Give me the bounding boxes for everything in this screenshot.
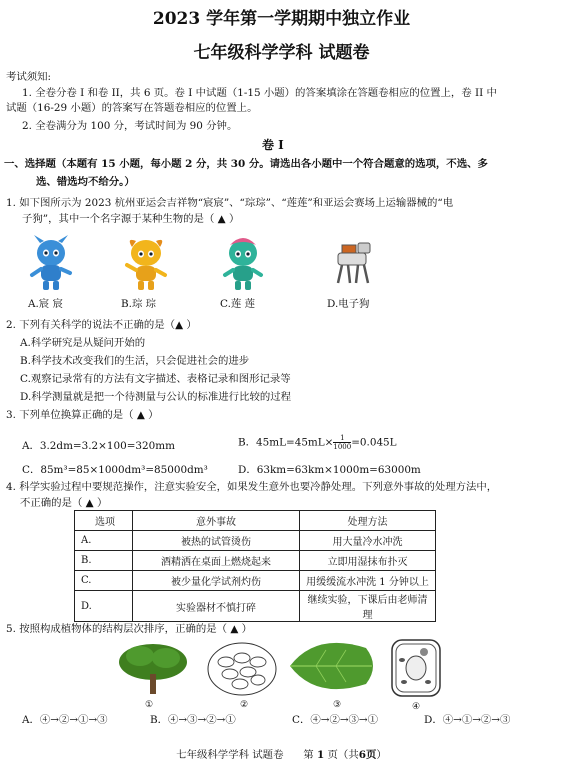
q1-option-a: A.宸 宸 [28,298,63,310]
table-row: D. 实验器材不慎打碎 继续实验，下课后由老师清理 [75,591,436,622]
table-header-option: 选项 [75,511,133,531]
tree-image [116,640,190,698]
q3-option-d: D．63km=63km×1000m=63000m [238,464,421,476]
q5-option-b: B．④→③→②→① [150,714,236,726]
robot-dog-image [328,235,376,287]
note-2: 2. 全卷满分为 100 分，考试时间为 90 分钟。 [22,120,238,132]
q2-option-c: C.观察记录常有的方法有文字描述、表格记录和图形记录等 [20,373,291,385]
page-number: 1 [317,749,325,761]
q3-option-b: B．45mL=45mL× $\frac{1}{1000}$ =0.045L [238,434,397,451]
q3-stem: 3. 下列单位换算正确的是（ ▲ ） [6,409,159,421]
exam-title: 2023 学年第一学期期中独立作业 [152,9,411,29]
note-1b: 试题（16-29 小题）的答案写在答题卷相应的位置上。 [6,102,258,114]
q5-option-a: A．④→②→①→③ [22,714,108,726]
q2-stem: 2. 下列有关科学的说法不正确的是（▲ ） [6,319,197,331]
q3-option-a: A．3.2dm=3.2×100=320mm [22,440,175,452]
exam-subtitle: 七年级科学学科 试题卷 [193,43,370,63]
q3-option-c: C．85m³=85×1000dm³=85000dm³ [22,464,208,476]
cell-image [386,636,446,700]
q1-option-d: D.电子狗 [327,298,370,310]
tissue-image [206,640,278,698]
section-heading-1: 一、选择题（本题有 15 小题，每小题 2 分，共 30 分。请选出各小题中一个符合题意的选项，不选、多 [4,158,488,170]
q1-stem-1: 1. 如下图所示为 2023 杭州亚运会吉祥物“宸宸”、“琮琮”、“莲莲”和亚运会赛场上运输器械的“电 [6,197,454,209]
q4-stem-2: 不正确的是（ ▲ ） [20,497,108,509]
accident-table [74,510,436,622]
label-3: ③ [333,700,342,710]
mascot-chenchen-image [28,235,74,293]
table-row: B. 酒精洒在桌面上燃烧起来 立即用湿抹布扑灭 [75,551,436,571]
q5-stem: 5. 按照构成植物体的结构层次排序，正确的是（ ▲ ） [6,623,253,635]
mascot-lianlian-image [220,235,266,293]
label-2: ② [240,700,249,710]
section-heading-2: 选、错选均不给分。） [36,176,135,188]
table-row: C. 被少量化学试剂灼伤 用缓缓流水冲洗 1 分钟以上 [75,571,436,591]
table-header-row [75,511,436,531]
table-header-accident: 意外事故 [133,511,300,531]
fraction: $\frac{1}{1000}$ [333,434,352,451]
table-row: A. 被热的试管烫伤 用大量冷水冲洗 [75,531,436,551]
label-1: ① [145,700,154,710]
q1-stem-2: 子狗”，其中一个名字源于某种生物的是（ ▲ ） [22,213,240,225]
q2-option-a: A.科学研究是从疑问开始的 [20,337,146,349]
part-title: 卷 I [262,138,284,152]
q2-option-d: D.科学测量就是把一个待测量与公认的标准进行比较的过程 [20,391,292,403]
q2-option-b: B.科学技术改变我们的生活，只会促进社会的进步 [20,355,250,367]
table-header-method: 处理方法 [300,511,436,531]
page-total: 6页 [358,749,377,761]
page-footer: 七年级科学学科 试题卷 第 1 页（共6页） [176,749,387,761]
q4-stem-1: 4. 科学实验过程中要规范操作，注意实验安全，如果发生意外也要冷静处理。下列意外事故的处理方法中， [6,481,498,493]
q5-option-d: D．④→①→②→③ [424,714,511,726]
q5-option-c: C．④→②→③→① [292,714,379,726]
notes-heading: 考试须知: [6,71,52,83]
note-1a: 1. 全卷分卷 I 和卷 II，共 6 页。卷 I 中试题（1-15 小题）的答案填涂在答题卷相应的位置上，卷 II 中 [22,87,497,99]
q1-option-c: C.莲 莲 [220,298,255,310]
q1-option-b: B.琮 琮 [121,298,157,310]
leaf-image [286,636,380,698]
mascot-congcong-image [122,235,170,293]
label-4: ④ [412,702,421,712]
